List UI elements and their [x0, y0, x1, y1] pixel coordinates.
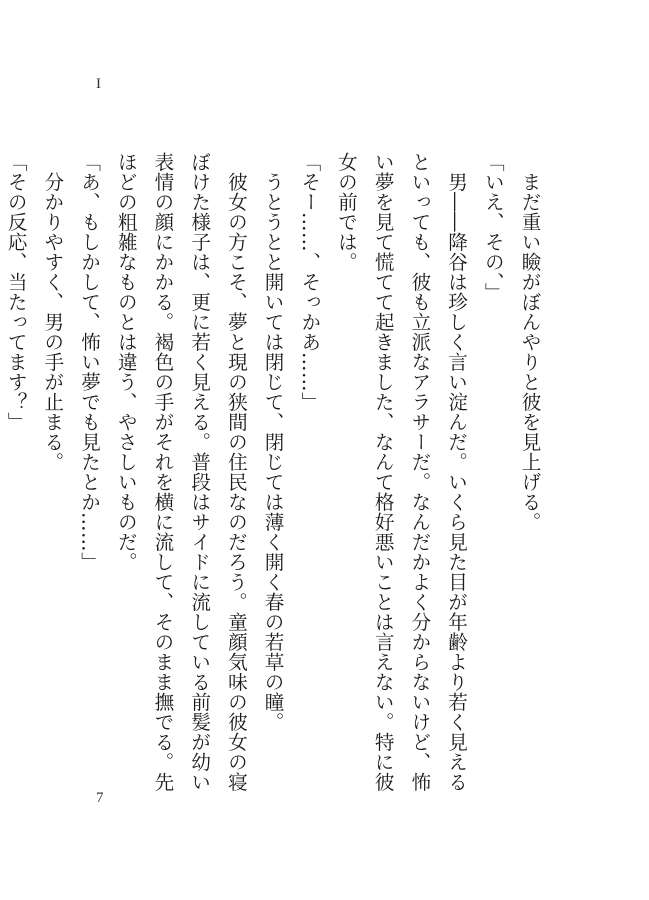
page-number: 7: [96, 790, 104, 806]
paragraph: 男――降谷は珍しく言い淀んだ。いくら見た目が年齢より若く見えるといっても、彼も立派なアラサーだ。なんだかよく分からないけど、怖い夢を見て慌てて起きました、なんて格好悪いことは言えない。特に彼女の前では。: [334, 152, 468, 792]
paragraph: まだ重い瞼がぼんやりと彼を見上げる。: [518, 171, 541, 532]
paragraph: 「あ、もしかして、怖い夢でも見たとか……」: [77, 152, 101, 572]
paragraph: 彼女の方こそ、夢と現の狭間の住民なのだろう。童顔気味の彼女の寝ぼけた様子は、更に若く見える。普段はサイドに流している前髪が幼い表情の顔にかかる。褐色の手がそれを横に流して、そのまま撫でる。先ほどの粗雑なものとは違う、やさしいものだ。: [114, 152, 248, 792]
paragraph: 「そー……、そっかあ……」: [297, 152, 321, 412]
running-head: I: [96, 76, 101, 92]
paragraph: 「いえ、その、」: [481, 152, 505, 303]
paragraph: 分かりやすく、男の手が止まる。: [40, 171, 64, 472]
paragraph: うとうとと開いては閉じて、閉じては薄く開く春の若草の瞳。: [261, 171, 285, 732]
body-text: [4, 152, 547, 792]
paragraph: 「その反応、当たってます？」: [4, 152, 28, 432]
